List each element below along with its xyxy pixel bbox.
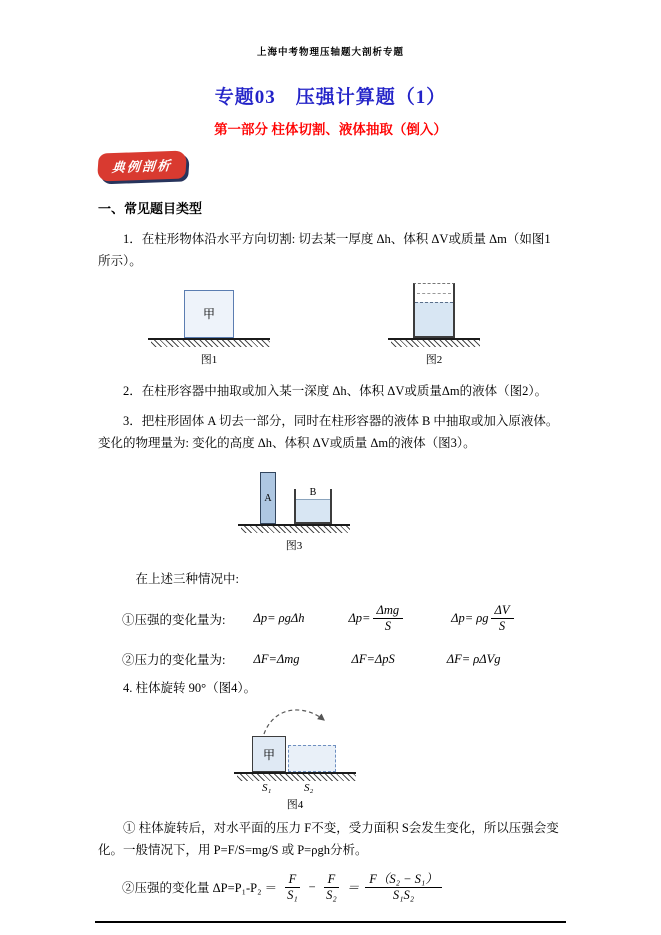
figure-row-3 xyxy=(98,470,563,553)
force-change-row xyxy=(98,650,563,668)
pressure-formula-3-prefix: Δp= ρg xyxy=(451,611,489,626)
header-watermark: 上海中考物理压轴题大剖析专题 xyxy=(256,48,404,58)
column-a-label: A xyxy=(264,492,272,504)
paragraph-item4: 4. 柱体旋转 90°（图4）。 xyxy=(123,681,257,696)
block-label: 甲 xyxy=(202,307,215,322)
liquid-container-figure2 xyxy=(413,283,455,338)
ground-hatch-figure2 xyxy=(388,338,480,347)
fraction-denominator: S₁S₂ xyxy=(392,887,415,902)
paragraph-item3: 3．把柱形固体 A 切去一部分，同时在柱形容器的液体 B 中抽取或加入原液体。变化的物理量为: 变化的高度 Δh、体积 ΔV或质量 Δm的液体（图3）。 xyxy=(98,413,559,450)
paragraph-item1: 1．在柱形物体沿水平方向切割: 切去某一厚度 Δh、体积 ΔV或质量 Δm（如图1所示）。 xyxy=(98,232,551,268)
page-subtitle: 第一部分 柱体切割、液体抽取（倒入） xyxy=(214,122,447,137)
force-formula-2: ΔF=ΔpS xyxy=(351,651,395,666)
figure4-caption: 图4 xyxy=(286,799,304,812)
fraction-numerator: F（S₂ − S₁） xyxy=(365,872,442,888)
pressure-formula-3-fraction xyxy=(491,603,514,634)
fraction-denominator: S₁ xyxy=(287,887,298,902)
figure-2 xyxy=(388,283,480,367)
pressure-formula-2-prefix: Δp= xyxy=(348,611,371,626)
pressure-change-label: ①压强的变化量为: xyxy=(122,612,226,627)
area-s2-label: S₂ xyxy=(304,782,314,795)
figure-4 xyxy=(230,704,360,812)
document-content xyxy=(98,198,563,903)
block-label: 甲 xyxy=(262,747,275,762)
solid-block-figure4 xyxy=(252,736,286,772)
fraction-denominator: S xyxy=(498,619,506,634)
liquid-fill-figure3 xyxy=(296,499,330,522)
liquid-fill-figure2 xyxy=(415,302,453,336)
paragraph-item2: 2．在柱形容器中抽取或加入某一深度 Δh、体积 ΔV或质量Δm的液体（图2）。 xyxy=(123,383,548,398)
rotated-block-outline xyxy=(288,745,336,772)
ground-hatch-figure4 xyxy=(234,772,356,781)
pressure-difference-row xyxy=(98,872,563,903)
pressure-formula-3 xyxy=(451,603,515,634)
figure-row-4 xyxy=(98,704,563,812)
pressure-formula-2-fraction xyxy=(373,603,404,634)
figure3-scene xyxy=(238,470,350,524)
fraction-f-over-s1 xyxy=(283,872,302,903)
fraction-numerator: F xyxy=(285,872,301,888)
footer-rule xyxy=(95,921,566,923)
section-heading: 一、常见题目类型 xyxy=(98,201,203,216)
fraction-denominator: S₂ xyxy=(326,887,337,902)
force-formula-3: ΔF= ρΔVg xyxy=(446,651,501,666)
removed-liquid-level-line xyxy=(417,293,451,294)
figure2-caption: 图2 xyxy=(425,353,443,366)
figure4-area-labels xyxy=(230,781,360,796)
fraction-numerator: ΔV xyxy=(491,603,514,619)
figure1-caption: 图1 xyxy=(200,353,218,366)
solid-block-figure1 xyxy=(184,290,234,338)
figure-row-1-2 xyxy=(98,283,563,367)
example-analysis-badge: 典例剖析 xyxy=(97,150,187,181)
fraction-numerator: F xyxy=(324,872,340,888)
section-badge-wrap xyxy=(98,152,563,180)
equals-sign: ＝ xyxy=(346,881,360,896)
pressure-change-row xyxy=(98,603,563,634)
fraction-denominator: S xyxy=(384,619,391,634)
figure-3 xyxy=(238,470,350,553)
fraction-f-over-s2 xyxy=(322,872,341,903)
ground-hatch-figure3 xyxy=(238,524,350,533)
force-formula-1: ΔF=Δmg xyxy=(253,651,300,666)
force-change-label: ②压力的变化量为: xyxy=(122,653,226,668)
figure3-caption: 图3 xyxy=(285,540,303,553)
liquid-container-b xyxy=(294,489,332,524)
pressure-formula-2 xyxy=(348,603,405,634)
ground-hatch-figure1 xyxy=(148,338,270,347)
area-s1-label: S₁ xyxy=(262,782,272,795)
figure4-scene xyxy=(230,704,360,772)
paragraph-cases-intro: 在上述三种情况中: xyxy=(135,572,239,587)
pressure-formula-1: Δp= ρgΔh xyxy=(253,611,305,626)
container-b-label: B xyxy=(309,487,317,499)
pressure-difference-prefix: ②压强的变化量 ΔP=P₁-P₂ ＝ xyxy=(122,881,278,896)
minus-sign: − xyxy=(307,879,317,894)
rotation-arrow-icon xyxy=(258,702,342,738)
page-title: 专题03 压强计算题（1） xyxy=(214,87,447,108)
fraction-result xyxy=(365,872,442,903)
fraction-numerator: Δmg xyxy=(373,603,404,619)
paragraph-note1: ① 柱体旋转后，对水平面的压力 F不变，受力面积 S会发生变化，所以压强会变化。一般情况下，用 P=F/S=mg/S 或 P=ρgh分析。 xyxy=(98,821,559,857)
figure-1 xyxy=(148,290,270,367)
solid-column-a xyxy=(260,472,276,524)
